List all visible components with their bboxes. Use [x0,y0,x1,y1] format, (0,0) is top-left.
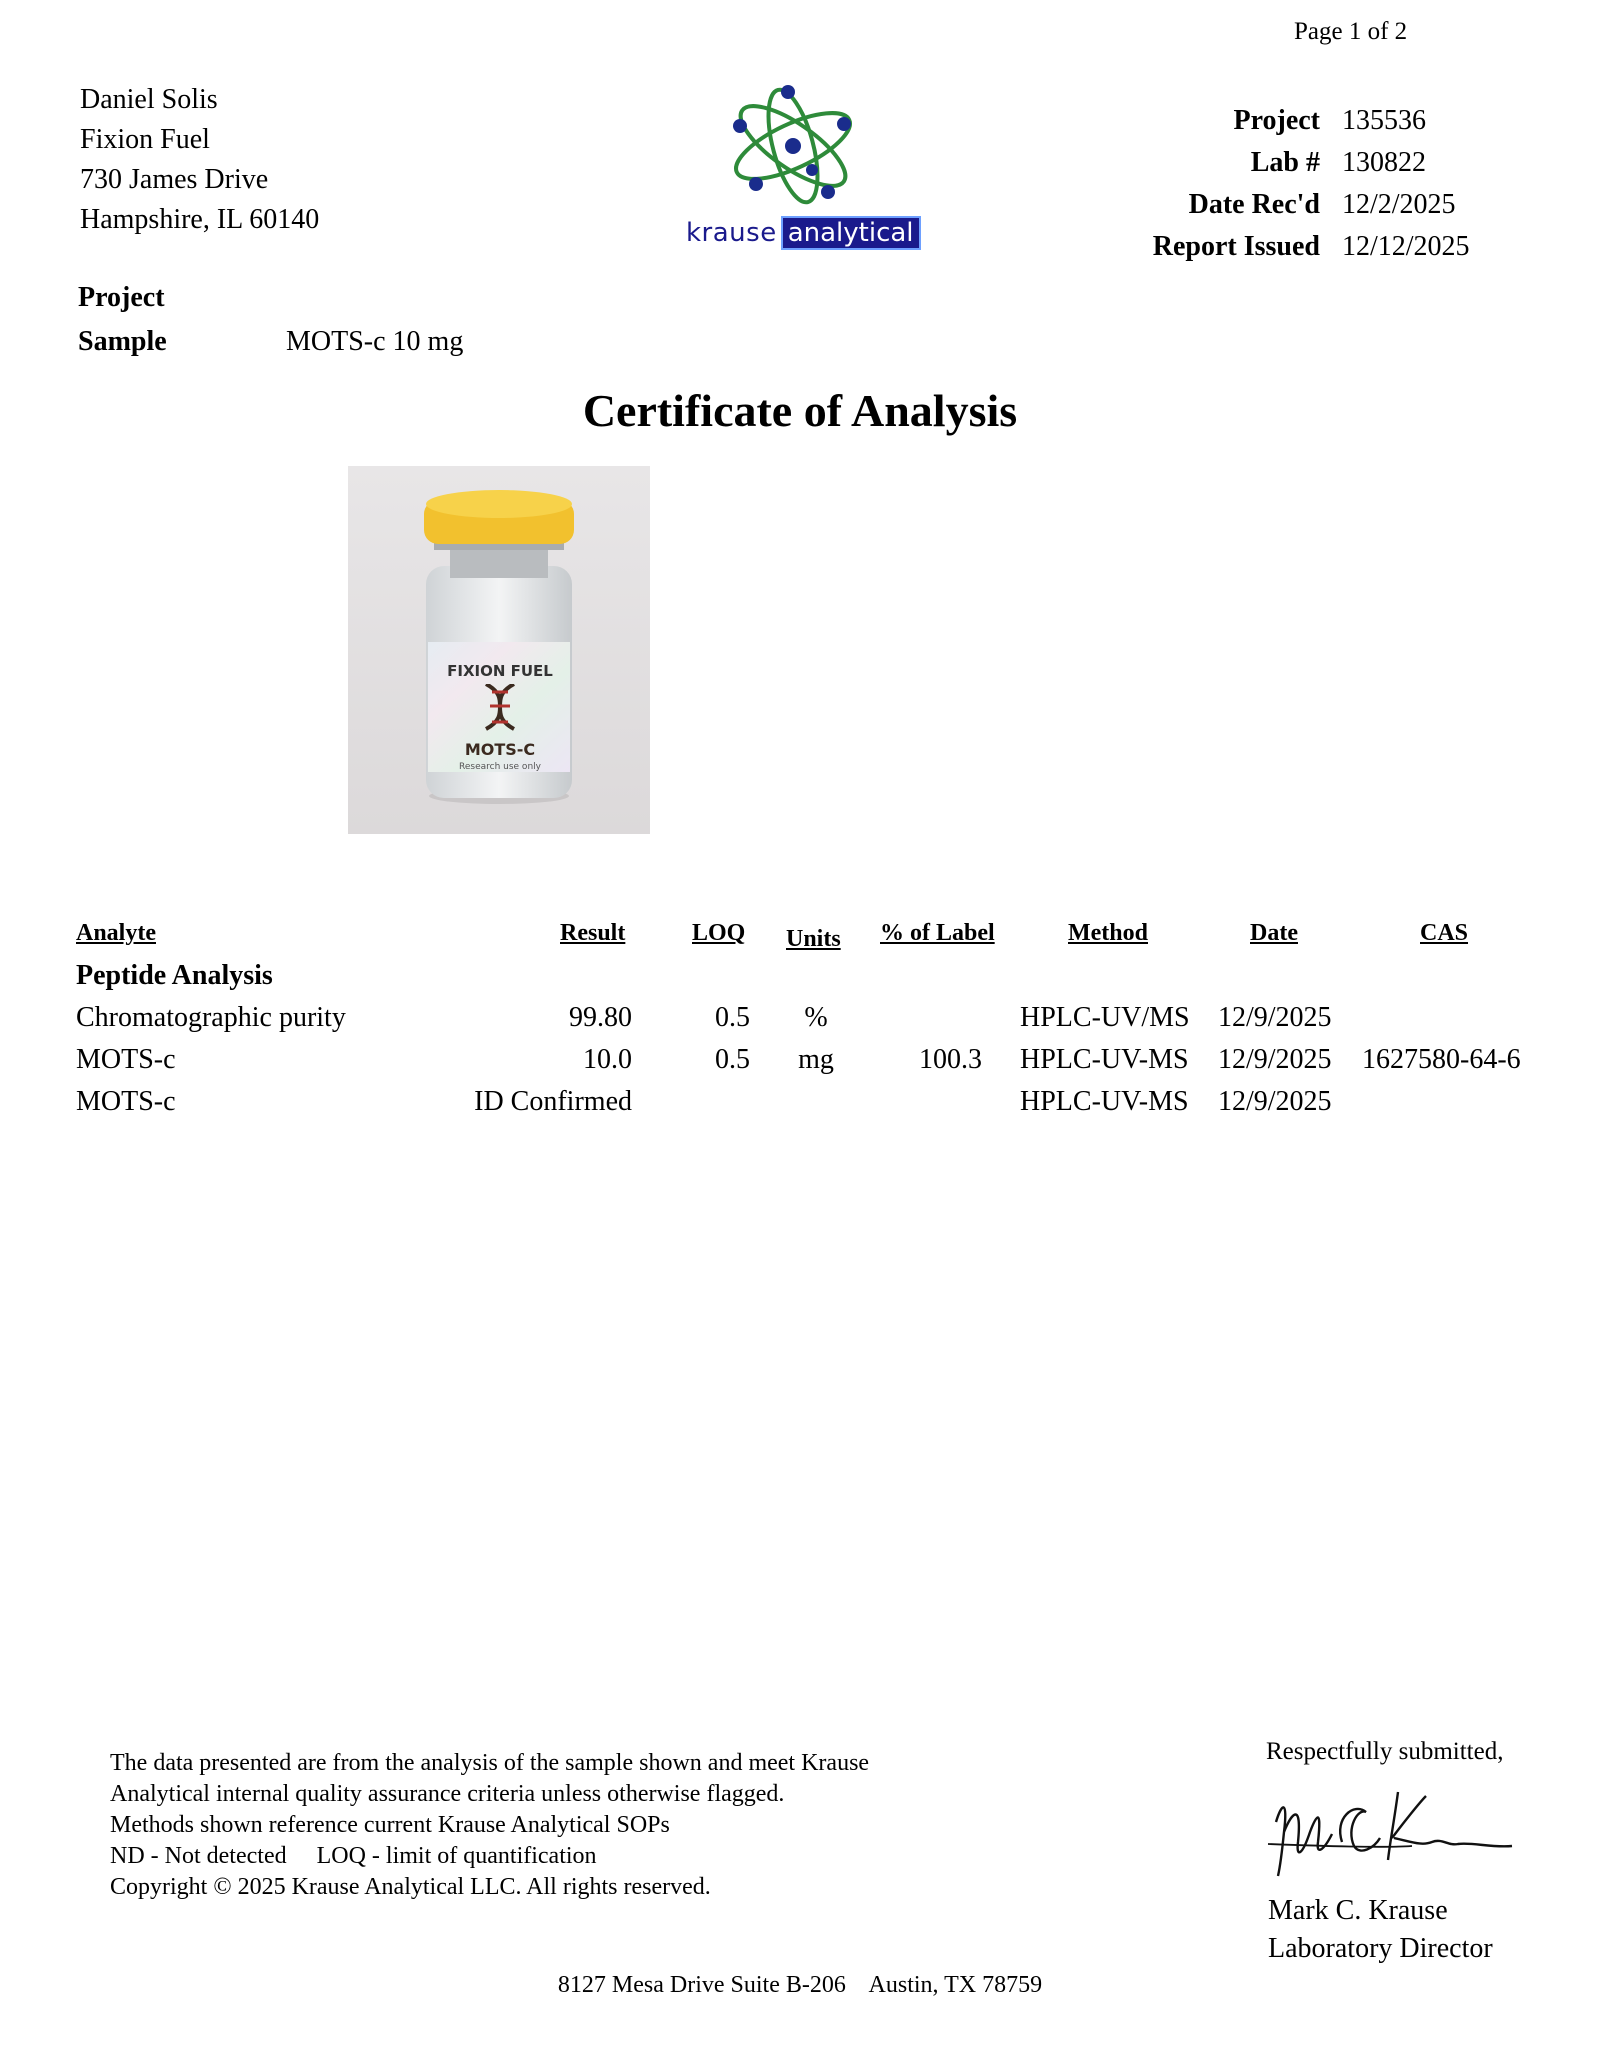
report-meta [1100,100,1470,268]
meta-value: 135536 [1342,105,1426,136]
cell-method: HPLC-UV/MS [1020,1002,1190,1033]
footer-line: ND - Not detected LOQ - limit of quantification [110,1843,597,1869]
dna-icon [480,684,520,744]
lab-address: 8127 Mesa Drive Suite B-206 Austin, TX 78759 [557,1972,1043,1998]
client-company: Fixion Fuel [80,124,210,155]
signer-title: Laboratory Director [1268,1933,1493,1964]
meta-lab-number [1100,142,1470,184]
krause-logo [678,84,918,264]
meta-date-received [1100,184,1470,226]
cell-method: HPLC-UV-MS [1020,1086,1189,1117]
signer-name: Mark C. Krause [1268,1895,1448,1926]
meta-label: Lab # [1250,147,1320,178]
cell-analyte: MOTS-c [76,1086,176,1117]
col-header-pct-label: % of Label [880,920,995,946]
section-heading: Peptide Analysis [76,960,273,991]
signer-block [1268,1892,1493,1968]
col-header-result: Result [560,920,626,946]
cell-result: 99.80 [569,1002,632,1033]
meta-report-issued [1100,226,1470,268]
submitted-text: Respectfully submitted, [1266,1738,1504,1765]
col-header-units: Units [786,926,841,952]
cell-pct-label: 100.3 [919,1044,982,1075]
vial-note: Research use only [459,762,541,772]
client-street: 730 James Drive [80,164,269,195]
client-city: Hampshire, IL 60140 [80,204,320,235]
meta-value: 12/12/2025 [1342,231,1470,262]
cell-method: HPLC-UV-MS [1020,1044,1189,1075]
col-header-cas: CAS [1420,920,1469,946]
cell-date: 12/9/2025 [1218,1086,1332,1117]
meta-label: Date Rec'd [1188,189,1320,220]
col-header-method: Method [1068,920,1148,946]
cell-units: % [804,1002,828,1033]
cell-analyte: MOTS-c [76,1044,176,1075]
cell-result: 10.0 [583,1044,632,1075]
sample-value: MOTS-c 10 mg [286,326,464,357]
client-address [80,80,319,240]
signature-image [1262,1772,1522,1882]
cell-units: mg [798,1044,834,1075]
logo-word-krause: krause [686,218,777,248]
atom-icon [718,84,868,214]
page-number: Page 1 of 2 [1294,18,1408,45]
footer-line: Copyright © 2025 Krause Analytical LLC. All rights reserved. [110,1874,711,1900]
vial-brand: FIXION FUEL [447,662,553,680]
cell-analyte: Chromatographic purity [76,1002,346,1033]
vial-product: MOTS-C [464,740,536,759]
meta-value: 12/2/2025 [1342,189,1456,220]
cell-result: ID Confirmed [474,1086,632,1117]
col-header-date: Date [1250,920,1298,946]
footer-line: Analytical internal quality assurance criteria unless otherwise flagged. [110,1781,785,1807]
cell-date: 12/9/2025 [1218,1002,1332,1033]
col-header-analyte: Analyte [76,920,156,946]
cell-loq: 0.5 [715,1002,750,1033]
client-name: Daniel Solis [80,84,218,115]
col-header-loq: LOQ [692,920,746,946]
footer-notes [110,1748,869,1903]
footer-line: Methods shown reference current Krause Analytical SOPs [110,1812,670,1838]
meta-value: 130822 [1342,147,1426,178]
cell-date: 12/9/2025 [1218,1044,1332,1075]
sample-label: Sample [78,326,167,357]
page-title: Certificate of Analysis [582,385,1018,436]
footer-line: The data presented are from the analysis of the sample shown and meet Krause [110,1750,870,1776]
vial-image [348,466,650,834]
sample-photo [348,466,650,834]
logo-word-analytical: analytical [781,216,921,250]
meta-project [1100,100,1470,142]
cell-cas: 1627580-64-6 [1362,1044,1521,1075]
meta-label: Report Issued [1152,231,1320,262]
project-label: Project [78,282,165,313]
meta-label: Project [1233,105,1320,136]
cell-loq: 0.5 [715,1044,750,1075]
